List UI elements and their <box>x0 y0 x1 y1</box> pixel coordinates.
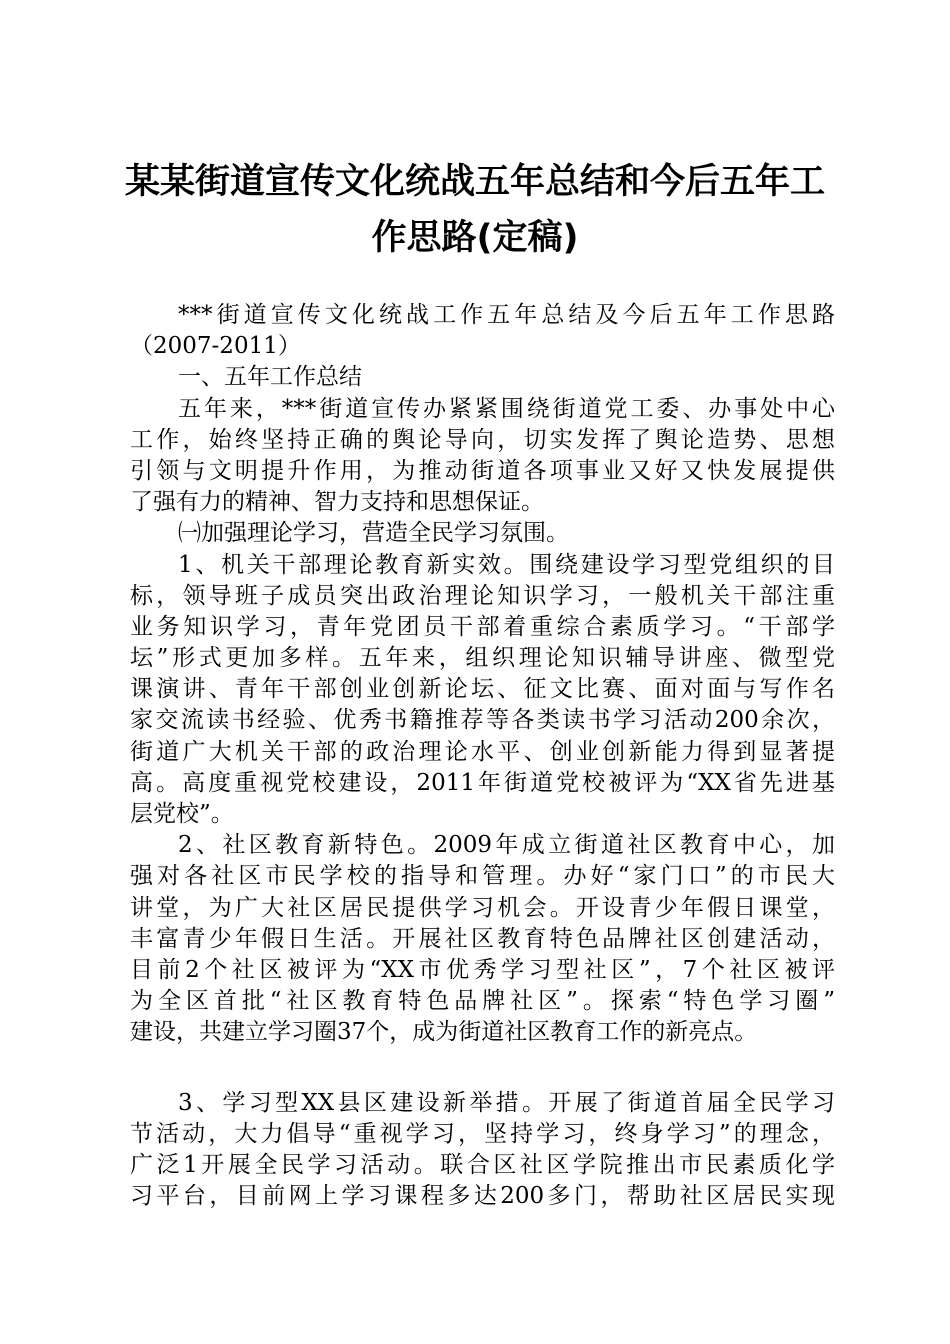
paragraph-line: 讲堂，为广大社区居民提供学习机会。开设青少年假日课堂， <box>130 894 835 921</box>
paragraph-line: 课演讲、青年干部创业创新论坛、征文比赛、面对面与写作名 <box>130 676 835 703</box>
paragraph-line: 引领与文明提升作用，为推动街道各项事业又好又快发展提供 <box>130 457 835 484</box>
paragraph-line: 了强有力的精神、智力支持和思想保证。 <box>130 489 544 516</box>
subtitle-years: （2007-2011） <box>130 333 301 360</box>
paragraph-line: 目前2个社区被评为“XX市优秀学习型社区”，7个社区被评 <box>130 956 836 983</box>
paragraph-line: 3、学习型XX县区建设新举措。开展了街道首届全民学习 <box>178 1089 835 1116</box>
blank-line <box>130 1049 835 1088</box>
paragraph-line: 强对各社区市民学校的指导和管理。办好“家门口”的市民大 <box>130 863 835 890</box>
paragraph-line: 节活动，大力倡导“重视学习，坚持学习，终身学习”的理念， <box>130 1120 835 1147</box>
paragraph-line: 业务知识学习，青年党团员干部着重综合素质学习。“干部学 <box>130 613 835 640</box>
paragraph-line: 1、机关干部理论教育新实效。围绕建设学习型党组织的目 <box>178 551 835 578</box>
paragraph-line: 标，领导班子成员突出政治理论知识学习，一般机关干部注重 <box>130 582 835 609</box>
paragraph-line: 建设，共建立学习圈37个，成为街道社区教育工作的新亮点。 <box>130 1019 758 1046</box>
document-body <box>130 300 835 1212</box>
paragraph-line: 工作，始终坚持正确的舆论导向，切实发挥了舆论造势、思想 <box>130 426 835 453</box>
paragraph-line: 街道广大机关干部的政治理论水平、创业创新能力得到显著提 <box>130 738 835 765</box>
paragraph-line: 家交流读书经验、优秀书籍推荐等各类读书学习活动200余次， <box>130 707 835 734</box>
paragraph-line: 层党校”。 <box>130 801 234 827</box>
paragraph-line: 五年来，***街道宣传办紧紧围绕街道党工委、办事处中心 <box>178 395 835 422</box>
document-title-line-2: 作思路(定稿) <box>371 218 579 258</box>
subtitle-line: ***街道宣传文化统战工作五年总结及今后五年工作思路 <box>178 302 835 328</box>
paragraph-line: 广泛1开展全民学习活动。联合区社区学院推出市民素质化学 <box>130 1151 835 1178</box>
subsection-heading: ㈠加强理论学习，营造全民学习氛围。 <box>178 520 569 547</box>
paragraph-line: 为全区首批“社区教育特色品牌社区”。探索“特色学习圈” <box>130 988 835 1015</box>
paragraph-line: 坛”形式更加多样。五年来，组织理论知识辅导讲座、微型党 <box>130 645 835 672</box>
paragraph-line: 习平台，目前网上学习课程多达200多门，帮助社区居民实现 <box>130 1183 835 1210</box>
paragraph-line: 高。高度重视党校建设，2011年街道党校被评为“XX省先进基 <box>130 769 835 796</box>
paragraph-line: 2、社区教育新特色。2009年成立街道社区教育中心，加 <box>178 832 835 859</box>
section-heading: 一、五年工作总结 <box>178 364 362 391</box>
document-title-line-1: 某某街道宣传文化统战五年总结和今后五年工 <box>124 162 825 202</box>
paragraph-line: 丰富青少年假日生活。开展社区教育特色品牌社区创建活动， <box>130 925 835 952</box>
